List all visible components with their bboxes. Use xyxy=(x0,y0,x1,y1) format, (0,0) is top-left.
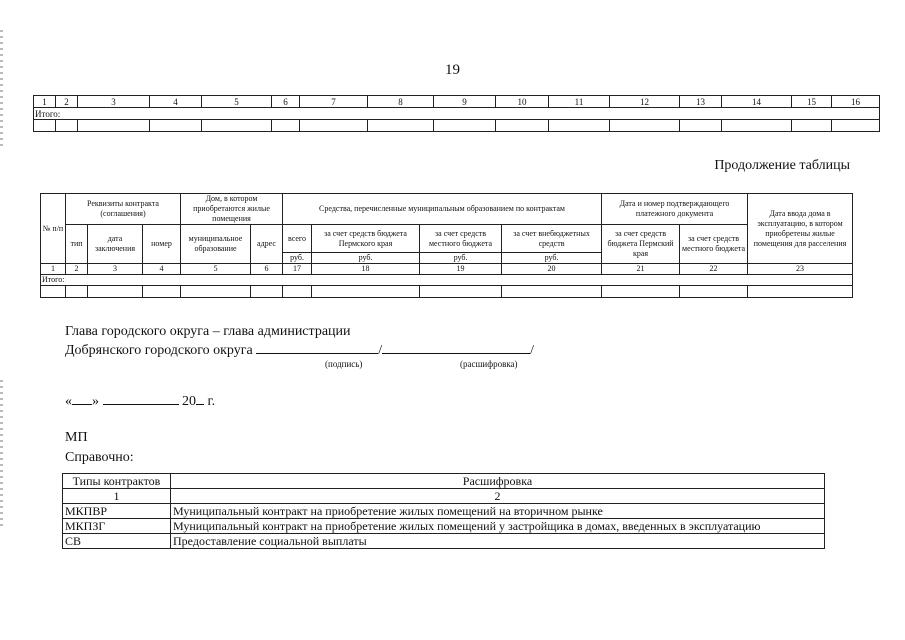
decode-blank xyxy=(382,341,530,354)
scan-artifact xyxy=(0,30,3,150)
reference-title: Справочно: xyxy=(65,450,134,465)
unit-label: руб. xyxy=(283,253,312,264)
table-row xyxy=(63,519,825,534)
house-municipality-header: муниципальное образование xyxy=(181,225,251,264)
funds-local-header: за счет средств местного бюджета xyxy=(420,225,502,253)
table-row xyxy=(63,534,825,549)
contract-number-header: номер xyxy=(143,225,181,264)
top-col-header: 5 xyxy=(202,96,272,108)
contract-group-header: Реквизиты контракта (соглашения) xyxy=(66,194,181,225)
col-number: 18 xyxy=(312,264,420,275)
unit-label: руб. xyxy=(312,253,420,264)
main-table xyxy=(40,193,853,298)
month-blank xyxy=(103,392,179,405)
top-col-header: 11 xyxy=(549,96,610,108)
col-number: 6 xyxy=(251,264,283,275)
reference-num-row xyxy=(63,489,825,504)
contract-code: МКПЗГ xyxy=(63,519,171,534)
col-number: 21 xyxy=(602,264,680,275)
col-number: 20 xyxy=(502,264,602,275)
day-blank xyxy=(72,392,92,405)
main-header-row-1 xyxy=(41,194,853,225)
unit-label: руб. xyxy=(420,253,502,264)
col-number: 4 xyxy=(143,264,181,275)
top-col-header: 12 xyxy=(610,96,680,108)
ref-col1-header: Типы контрактов xyxy=(63,474,171,489)
top-table xyxy=(33,95,880,132)
top-col-header: 3 xyxy=(78,96,150,108)
contract-date-header: дата заключения xyxy=(88,225,143,264)
col-number: 17 xyxy=(283,264,312,275)
top-col-header: 2 xyxy=(56,96,78,108)
top-col-header: 7 xyxy=(300,96,368,108)
page-number: 19 xyxy=(445,62,460,78)
scan-artifact xyxy=(0,380,3,530)
contract-code: МКПВР xyxy=(63,504,171,519)
top-col-header: 13 xyxy=(680,96,722,108)
contract-type-header: тип xyxy=(66,225,88,264)
payment-local-header: за счет средств местного бюджета xyxy=(680,225,748,264)
ref-col2-header: Расшифровка xyxy=(171,474,825,489)
main-header-row-2 xyxy=(41,225,853,253)
signature-line-2 xyxy=(65,341,534,359)
table-row xyxy=(63,504,825,519)
year-suffix: г. xyxy=(207,394,216,409)
year-prefix: 20 xyxy=(182,394,196,409)
contract-code: СВ xyxy=(63,534,171,549)
top-col-header: 6 xyxy=(272,96,300,108)
top-col-header: 1 xyxy=(34,96,56,108)
payment-regional-header: за счет средств бюджета Пермский края xyxy=(602,225,680,264)
contract-desc: Предоставление социальной выплаты xyxy=(171,534,825,549)
main-empty-row xyxy=(41,286,853,298)
caption-decode: (расшифровка) xyxy=(460,359,518,369)
funds-group-header: Средства, перечисленные муниципальным образованием по контрактам xyxy=(283,194,602,225)
signature-blank xyxy=(256,341,378,354)
funds-regional-header: за счет средств бюджета Пермского края xyxy=(312,225,420,253)
caption-sign: (подпись) xyxy=(325,359,363,369)
commission-header: Дата ввода дома в эксплуатацию, в котором приобретены жилые помещения для расселения xyxy=(748,194,853,264)
funds-total-header: всего xyxy=(283,225,312,253)
col-number: 3 xyxy=(88,264,143,275)
year-blank xyxy=(196,392,204,405)
top-col-header: 8 xyxy=(368,96,434,108)
date-open-quote: « xyxy=(65,394,72,409)
signature-org: Добрянского городского округа xyxy=(65,343,253,358)
col-number: 5 xyxy=(181,264,251,275)
ref-col1-num: 1 xyxy=(63,489,171,504)
col-number: 19 xyxy=(420,264,502,275)
unit-label: руб. xyxy=(502,253,602,264)
main-total-label: Итого: xyxy=(41,275,853,286)
num-header: № п/п xyxy=(41,194,66,264)
top-table-total-row xyxy=(34,108,880,120)
house-address-header: адрес xyxy=(251,225,283,264)
date-line xyxy=(65,392,215,410)
signature-slash: / xyxy=(530,343,534,358)
col-number: 23 xyxy=(748,264,853,275)
reference-table xyxy=(62,473,825,549)
continuation-label: Продолжение таблицы xyxy=(714,158,850,173)
top-col-header: 4 xyxy=(150,96,202,108)
main-colnum-row xyxy=(41,264,853,275)
col-number: 22 xyxy=(680,264,748,275)
top-col-header: 15 xyxy=(792,96,832,108)
col-number: 2 xyxy=(66,264,88,275)
signature-slash: / xyxy=(378,343,383,358)
funds-extra-header: за счет внебюджетных средств xyxy=(502,225,602,253)
reference-header-row xyxy=(63,474,825,489)
top-table-empty-row xyxy=(34,120,880,132)
payment-group-header: Дата и номер подтверждающего платежного документа xyxy=(602,194,748,225)
contract-desc: Муниципальный контракт на приобретение жилых помещений у застройщика в домах, введенных в эксплуатацию xyxy=(171,519,825,534)
top-col-header: 14 xyxy=(722,96,792,108)
top-col-header: 10 xyxy=(496,96,549,108)
top-col-header: 16 xyxy=(832,96,880,108)
house-group-header: Дом, в котором приобретаются жилые помещения xyxy=(181,194,283,225)
top-total-label: Итого: xyxy=(34,108,880,120)
signature-line-1: Глава городского округа – глава администрации xyxy=(65,324,351,339)
contract-desc: Муниципальный контракт на приобретение жилых помещений на вторичном рынке xyxy=(171,504,825,519)
ref-col2-num: 2 xyxy=(171,489,825,504)
stamp-place: МП xyxy=(65,430,88,445)
main-total-row xyxy=(41,275,853,286)
col-number: 1 xyxy=(41,264,66,275)
date-close-quote: » xyxy=(92,394,99,409)
top-table-header-row xyxy=(34,96,880,108)
top-col-header: 9 xyxy=(434,96,496,108)
